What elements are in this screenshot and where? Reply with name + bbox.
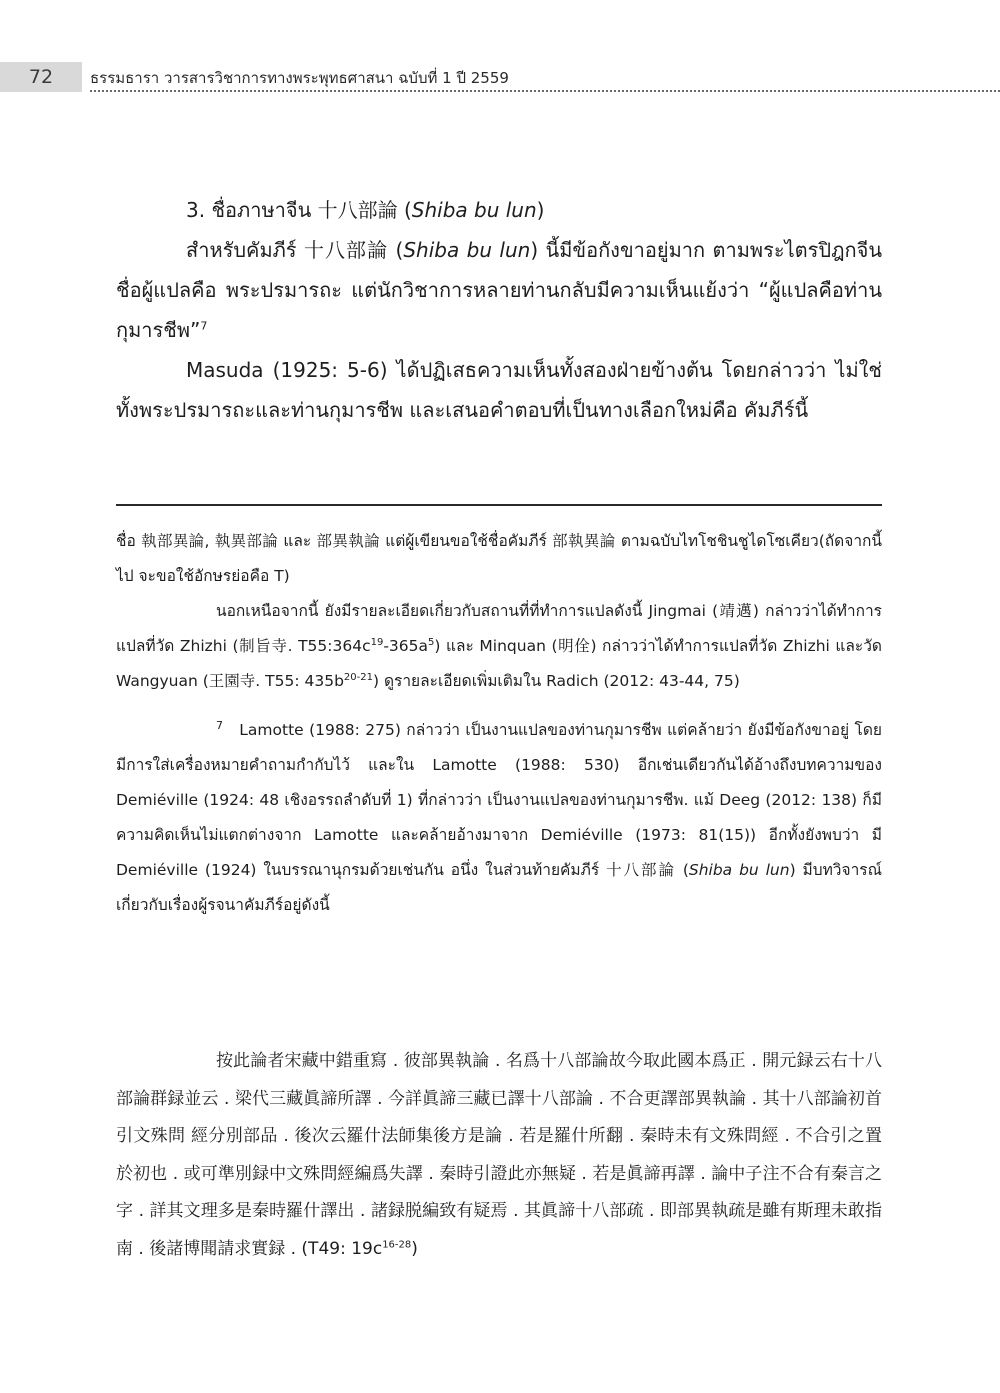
main-text (116, 190, 882, 430)
paragraph-1: สำหรับคัมภีร์ 十八部論 (Shiba bu lun) นี้มีข้อกังขาอยู่มาก ตามพระไตรปิฎกจีนชื่อผู้แปลคือ พระปรมารถะ แต่นักวิชาการหลายท่านกลับมีความเห็นแย้งว่า “ผู้แปลคือท่านกุมารชีพ”$^7$ (116, 238, 882, 342)
footnote-paragraph: นอกเหนือจากนี้ ยังมีรายละเอียดเกี่ยวกับสถานที่ที่ทำการแปลดังนี้ Jingmai (靖邁) กล่าวว่าได้ทำการแปลที่วัด Zhizhi (制旨寺. $T55:364c^{19}-365a^5$) และ Minquan (明佺) กล่าวว่าได้ทำการแปลที่วัด Zhizhi และวัด Wangyuan (王園寺. T55: $435b^{20-21}$) ดูรายละเอียดเพิ่มเติมใน Radich (2012: 43-44, 75) (116, 602, 883, 690)
footnote-separator (116, 504, 882, 506)
chinese-quotation: 按此論者宋藏中錯重寫 . 彼部異執論 . 名爲十八部論故今取此國本爲正 . 開元録云右十八部論群録並云 . 梁代三藏眞諦所譯 . 今詳眞諦三藏已譯十八部論 . 不合更譯部異執論 . 其十八部論初首引文殊問 經分別部品 . 後次云羅什法師集後方是論 . 若是羅什所翻 . 秦時未有文殊問經 . 不合引之置於初也 . 或可準別録中文殊問經編爲失譯 . 秦時引證此亦無疑 . 若是眞諦再譯 . 論中子注不合有秦言之字 . 詳其文理多是秦時羅什譯出 . 諸録脱編致有疑焉 . 其眞諦十八部疏 . 即部異執疏是雖有斯理未敢指南 . 後諸博聞請求實録 . (T49: $19c^{16-28}$) (116, 1051, 883, 1259)
footnote-reference: 7 (200, 319, 208, 333)
footnotes (116, 524, 882, 923)
footnote-continuation: ชื่อ 執部異論, 執異部論 และ 部異執論 แต่ผู้เขียนขอใช้ชื่อคัมภีร์ 部執異論 ตามฉบับไทโชชินชูไดโซเคียว(ถัดจากนี้ไป จะขอใช้อักษรย่อคือ T) (116, 532, 882, 585)
header-dotted-rule (90, 90, 1000, 92)
section-heading: 3. ชื่อภาษาจีน 十八部論 (Shiba bu lun) (186, 198, 545, 222)
footnote-number: 7 (216, 718, 223, 732)
footnote-7: $^7$ Lamotte (1988: 275) กล่าวว่า เป็นงานแปลของท่านกุมารชีพ แต่คล้ายว่า ยังมีข้อกังขาอยู่ โดยมีการใส่เครื่องหมายคำถามกำกับไว้ และใน Lamotte (1988: 530) อีกเช่นเดียวกันได้อ้างถึงบทความของ Demiéville (1924: 48 เชิงอรรถลำดับที่ 1) ที่กล่าวว่า เป็นงานแปลของท่านกุมารชีพ. แม้ Deeg (2012: 138) ก็มีความคิดเห็นไม่แตกต่างจาก Lamotte และคล้ายอ้างมาจาก Demiéville (1973: 81(15)) อีกทั้งยังพบว่า มี Demiéville (1924) ในบรรณานุกรมด้วยเช่นกัน อนึ่ง ในส่วนท้ายคัมภีร์ 十八部論 (Shiba bu lun) มีบทวิจารณ์เกี่ยวกับเรื่องผู้รจนาคัมภีร์อยู่ดังนี้ (116, 718, 883, 914)
running-head: ธรรมธารา วารสารวิชาการทางพระพุทธศาสนา ฉบับที่ 1 ปี 2559 (90, 69, 509, 87)
page-number: 72 (0, 62, 82, 92)
paragraph-2: Masuda (1925: 5-6) ได้ปฏิเสธความเห็นทั้งสองฝ่ายข้างต้น โดยกล่าวว่า ไม่ใช่ทั้งพระปรมารถะและท่านกุมารชีพ และเสนอคำตอบที่เป็นทางเลือกใหม่คือ คัมภีร์นี้ (116, 358, 882, 422)
